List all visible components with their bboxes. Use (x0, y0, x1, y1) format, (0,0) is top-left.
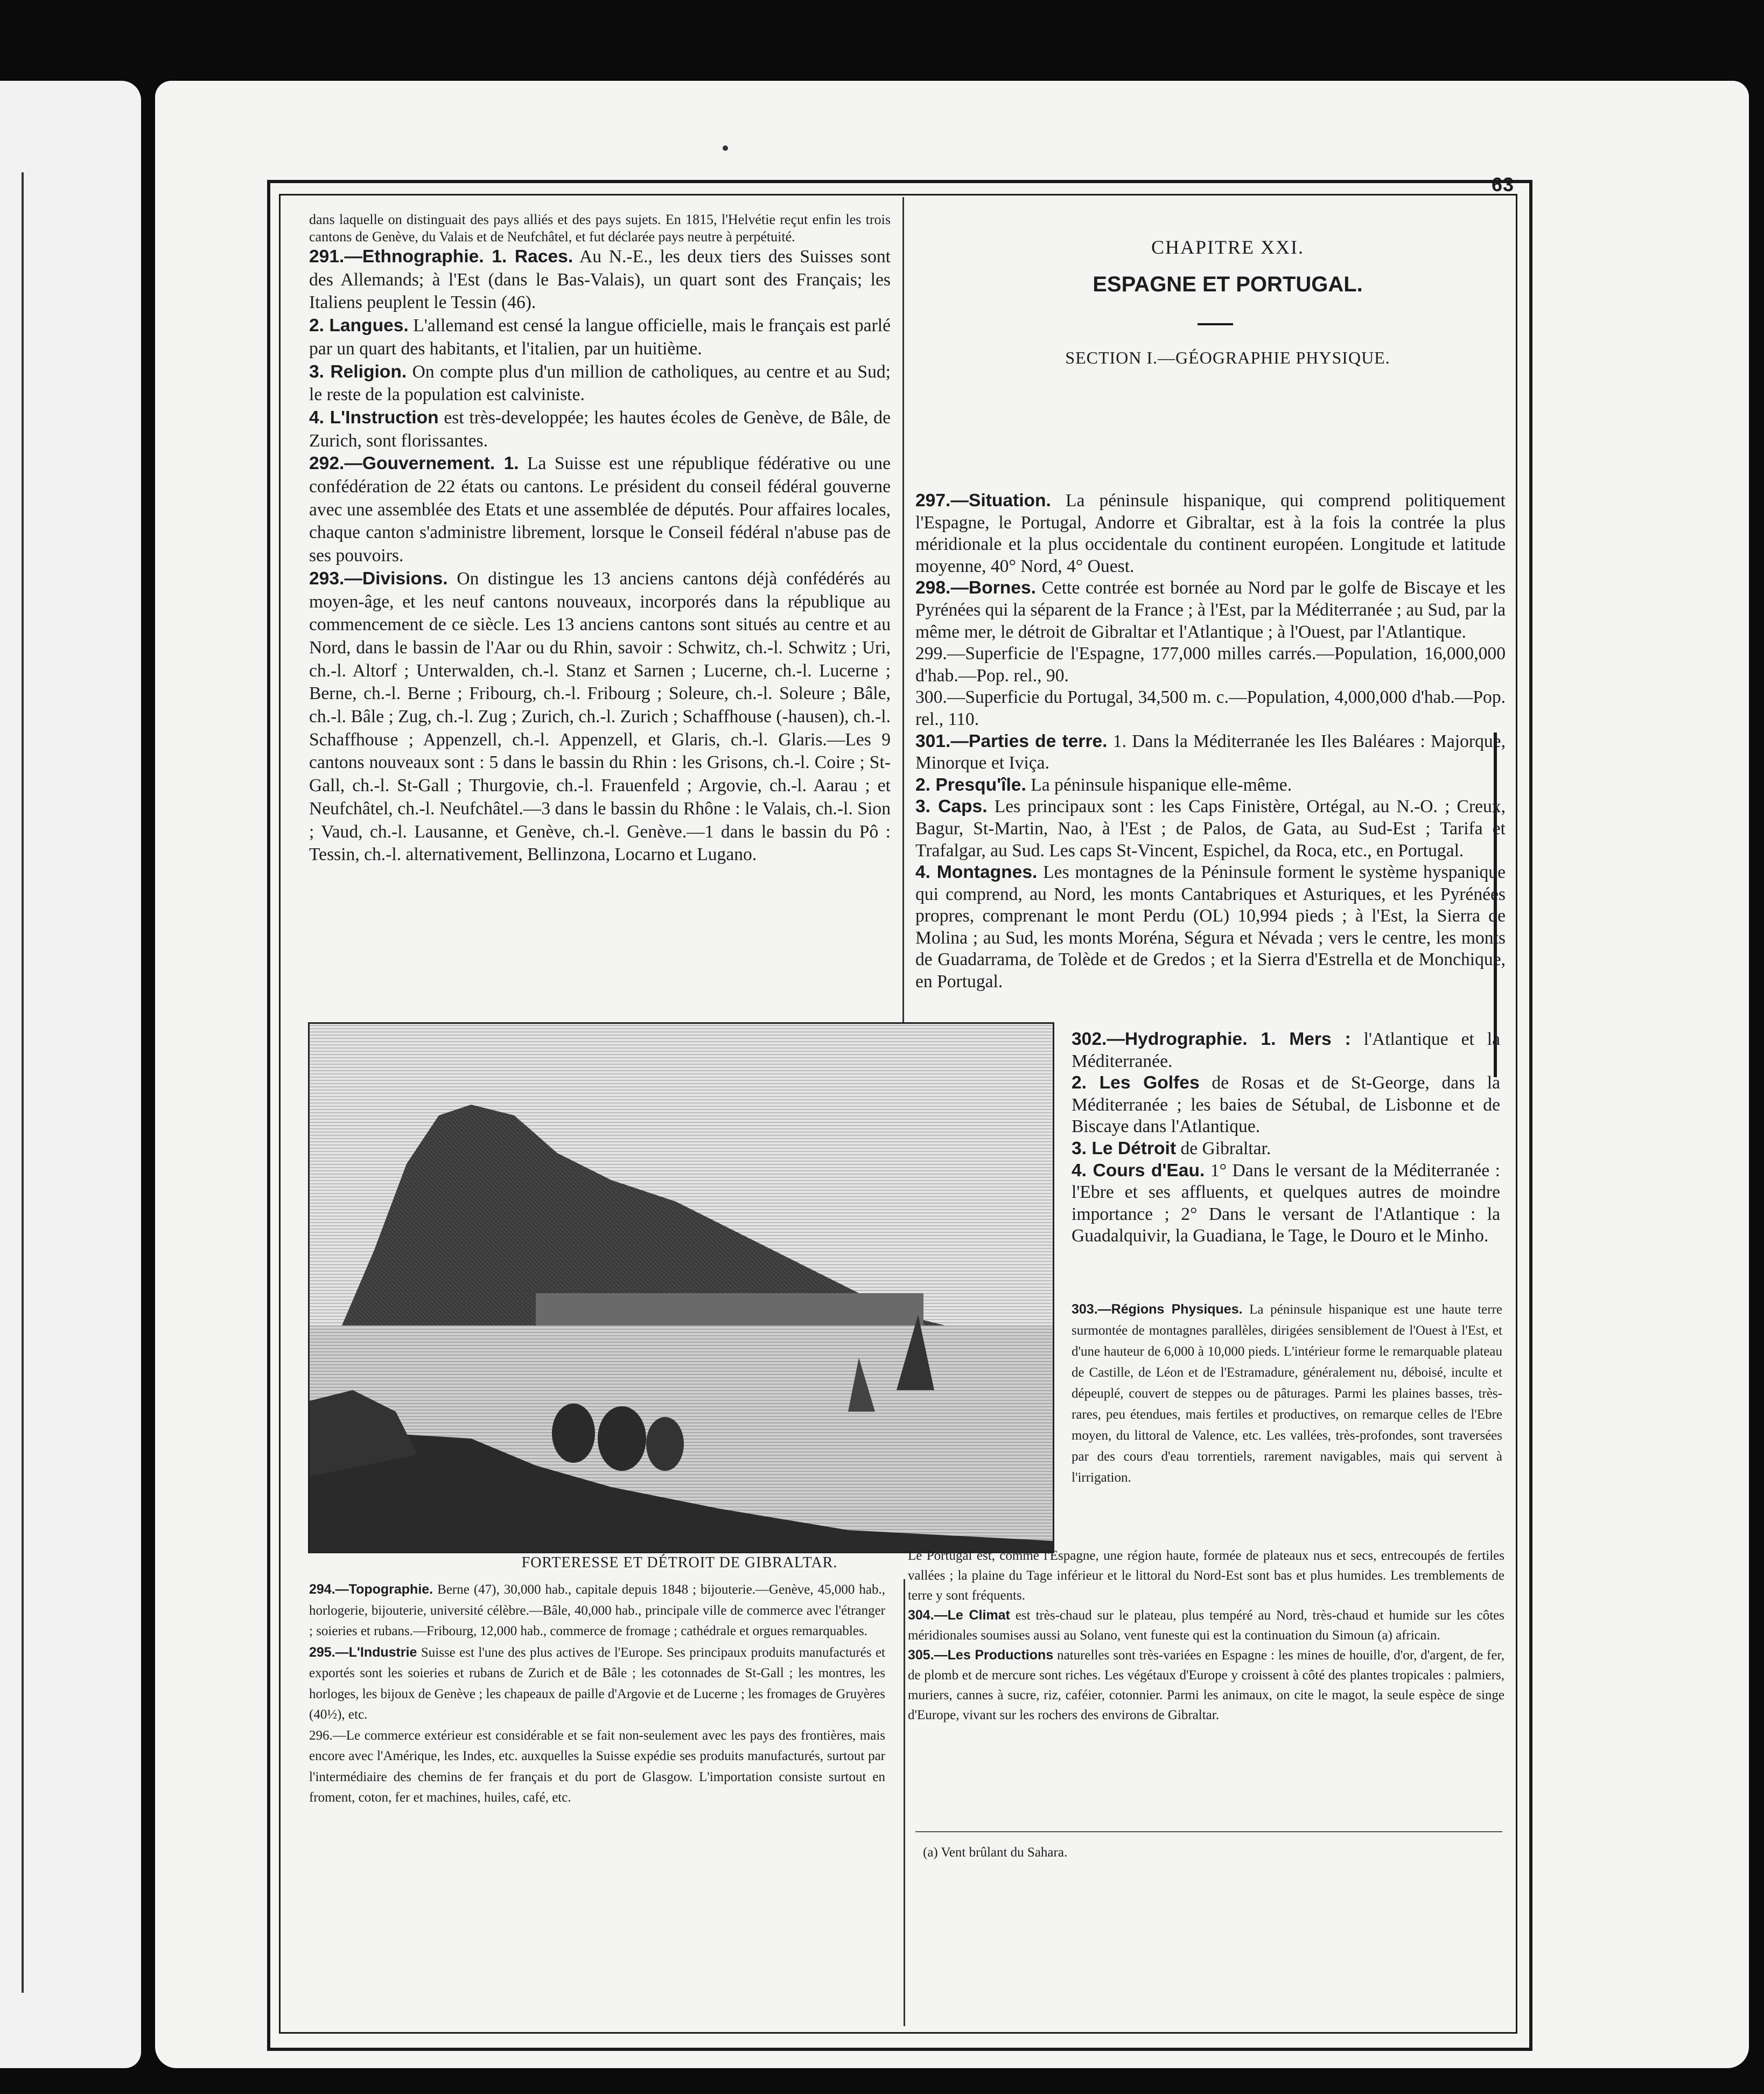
paragraph-291: 291.—Ethnographie. 1. Races. Au N.-E., les deux tiers des Suisses sont des Allemands; à l'Est (dans le Bas-Valais), un quart sont des Français; les Italiens peuplent le Tessin (46). (309, 247, 891, 313)
column-divider (902, 197, 904, 1027)
paragraph-297: 297.—Situation. La péninsule hispanique, qui comprend politiquement l'Espagne, le Portugal, Andorre et Gibraltar, est à la fois la contrée la plus méridionale et la plus occidentale du continent européen. Longitude et latitude moyenne, 40° Nord, 4° Ouest. (915, 491, 1506, 576)
footnote-rule (915, 1831, 1502, 1832)
illustration-caption: FORTERESSE ET DÉTROIT DE GIBRALTAR. (521, 1554, 838, 1571)
paragraph-299: 299.—Superficie de l'Espagne, 177,000 milles carrés.—Population, 16,000,000 d'hab.—Pop. rel., 90. (915, 644, 1506, 686)
paragraph-303: 303.—Régions Physiques. La péninsule hispanique est une haute terre surmontée de montagnes parallèles, dirigées sensiblement de l'Ouest à l'Est, et d'une hauteur de 6,000 à 10,000 pieds. L'intérieur forme le remarquable plateau de Castille, de Léon et de l'Estramadure, généralement nu, déboisé, inculte et dépeuplé, couvert de steppes ou de pâturages. Parmi les plaines basses, très-rares, peu étendues, mais fertiles et productives, on remarque celles de l'Ebre moyen, du littoral de Valence, etc. Les vallées, très-profondes, sont traversées par des cours d'eau torrentiels, rarement navigables, mais qui servent à l'irrigation. (1072, 1302, 1502, 1485)
paragraph-portugal: Le Portugal est, comme l'Espagne, une région haute, formée de plateaux nus et secs, entrecoupés de fertiles vallées ; la plaine du Tage inférieur et le littoral du Nord-Est sont bas et plus humides. Les tremblements de terre y sont fréquents. (908, 1548, 1504, 1603)
paragraph-300: 300.—Superficie du Portugal, 34,500 m. c.—Population, 4,000,000 d'hab.—Pop. rel., 110. (915, 687, 1506, 729)
chapter-rule (1198, 323, 1233, 325)
paragraph-presquile: 2. Presqu'île. La péninsule hispanique elle-même. (915, 774, 1292, 795)
intro-text: dans laquelle on distinguait des pays alliés et des pays sujets. En 1815, l'Helvétie reçut enfin les trois cantons de Genève, du Valais et de Neufchâtel, et fut déclarée pays neutre à perpétuité. (309, 212, 891, 245)
right-column (915, 490, 1506, 993)
regions-physiques (1072, 1299, 1502, 1488)
section-title: SECTION I.—GÉOGRAPHIE PHYSIQUE. (1065, 348, 1390, 367)
paragraph-cours-eau: 4. Cours d'Eau. 1° Dans le versant de la Méditerranée : l'Ebre et ses affluents, et quelques autres de moindre importance ; 2° Dans le versant de l'Atlantique : la Guadalquivir, la Guadiana, le Tage, le Douro et le Minho. (1072, 1160, 1500, 1246)
paragraph-religion: 3. Religion. On compte plus d'un million de catholiques, au centre et au Sud; le reste de la population est calviniste. (309, 361, 891, 405)
paragraph-298: 298.—Bornes. Cette contrée est bornée au Nord par le golfe de Biscaye et les Pyrénées qui la séparent de la France ; à l'Est, par la Méditerranée ; au Sud, par la même mer, le détroit de Gibraltar et l'Atlantique ; à l'Ouest, par l'Atlantique. (915, 578, 1506, 642)
right-lower-column (908, 1546, 1504, 1725)
gibraltar-engraving (308, 1022, 1054, 1553)
paragraph-301: 301.—Parties de terre. 1. Dans la Méditerranée les Iles Baléares : Majorque, Minorque et Iviça. (915, 731, 1506, 773)
paragraph-304: 304.—Le Climat est très-chaud sur le plateau, plus tempéré au Nord, très-chaud et humide sur les côtes méridionales soumises aussi au Solano, vent funeste qui est la continuation du Simoun (a) africain. (908, 1608, 1505, 1643)
paragraph-golfes: 2. Les Golfes de Rosas et de St-George, dans la Méditerranée ; les baies de Sétubal, de Lisbonne et de Biscaye dans l'Atlantique. (1072, 1073, 1501, 1137)
paragraph-293: 293.—Divisions. On distingue les 13 anciens cantons déjà confédérés au moyen-âge, et les neuf cantons nouveaux, incorporés dans la république au commencement de ce siècle. Les 13 anciens cantons sont situés au centre et au Nord, dans le bassin de l'Aar ou du Rhin, savoir : Schwitz, ch.-l. Schwitz ; Uri, ch.-l. Altorf ; Unterwalden, ch.-l. Stanz et Sarnen ; Lucerne, ch.-l. Lucerne ; Berne, ch.-l. Berne ; Fribourg, ch.-l. Fribourg ; Soleure, ch.-l. Soleure ; Bâle, ch.-l. Bâle ; Zug, ch.-l. Zug ; Zurich, ch.-l. Zurich ; Schaffhouse (-hausen), ch.-l. Schaffhouse ; Appenzell, ch.-l. Appenzell, et Glaris, ch.-l. Glaris.—Les 9 cantons nouveaux sont : 5 dans le bassin du Rhin : les Grisons, ch.-l. Coire ; St-Gall, ch.-l. St-Gall ; Thurgovie, ch.-l. Frauenfeld ; Argovie, ch.-l. Aarau ; et Neufchâtel, ch.-l. Neufchâtel.—3 dans le bassin du Rhône : le Valais, ch.-l. Sion ; Vaud, ch.-l. Lausanne, et Genève, ch.-l. Genève.—1 dans le bassin du Pô : Tessin, ch.-l. alternativement, Bellinzona, Locarno et Lugano. (309, 568, 891, 865)
page-number: 63 (1492, 173, 1515, 196)
footnote: (a) Vent brûlant du Sahara. (923, 1845, 1068, 1860)
paragraph-302: 302.—Hydrographie. 1. Mers : l'Atlantique et la Méditerranée. (1072, 1029, 1500, 1071)
paragraph-langues: 2. Langues. L'allemand est censé la langue officielle, mais le français est parlé par un quart des habitants, et l'italien, par un huitième. (309, 316, 891, 359)
paragraph-294: 294.—Topographie. Berne (47), 30,000 hab., capitale depuis 1848 ; bijouterie.—Genève, 45,000 hab., horlogerie, bijouterie, université célèbre.—Bâle, 40,000 hab., principale ville de commerce avec l'étranger ; soieries et rubans.—Fribourg, 12,000 hab., commerce de fromage ; cathédrale et orgues remarquables. (309, 1582, 885, 1638)
left-column (309, 211, 891, 867)
paragraph-292: 292.—Gouvernement. 1. La Suisse est une république fédérative ou une confédération de 22 états ou cantons. Le président du conseil fédéral gouverne avec une assemblée des Etats et une assemblée de députés. Pour affaires locales, chaque canton s'administre librement, lorsque le Conseil fédéral n'abuse pas de ses pouvoirs. (309, 453, 891, 566)
paragraph-instruction: 4. L'Instruction est très-developpée; les hautes écoles de Genève, de Bâle, de Zurich, sont florissantes. (309, 407, 891, 451)
narrow-column (1072, 1029, 1500, 1247)
previous-page-edge (0, 81, 141, 2068)
column-divider-lower (904, 1579, 905, 2026)
chapter-title: ESPAGNE ET PORTUGAL. (1093, 273, 1363, 296)
paragraph-caps: 3. Caps. Les principaux sont : les Caps Finistère, Ortégal, au N.-O. ; Creux, Bagur, St-Martin, Nao, à l'Est ; de Palos, de Gata, au Sud-Est ; Tarifa et Trafalgar, au Sud. Les caps St-Vincent, Espichel, da Roca, etc., en Portugal. (915, 797, 1506, 861)
paragraph-montagnes: 4. Montagnes. Les montagnes de la Péninsule forment le système hyspanique qui comprend, au Nord, les monts Cantabriques et Asturiques, et les Pyrénées propres, comprenant le mont Perdu (OL) 10,994 pieds ; à l'Est, la Sierra de Molina ; au Sud, les monts Moréna, Ségura et Névada ; vers le centre, les monts de Guadarrama, de Tolède et de Gredos ; et la Sierra d'Estrella et de Monchique, en Portugal. (915, 862, 1506, 992)
ink-dot (723, 145, 728, 151)
paragraph-detroit: 3. Le Détroit de Gibraltar. (1072, 1138, 1271, 1158)
chapter-label: CHAPITRE XXI. (1151, 236, 1304, 258)
left-lower-column (309, 1579, 885, 1809)
paragraph-296: 296.—Le commerce extérieur est considérable et se fait non-seulement avec les pays des frontières, mais encore avec l'Amérique, les Indes, etc. auxquelles la Suisse expédie ses produits manufacturés, surtout par l'intermédiaire des chemins de fer français et du port de Glasgow. L'importation consiste surtout en froment, coton, fer et machines, huiles, café, etc. (309, 1728, 885, 1805)
paragraph-305: 305.—Les Productions naturelles sont très-variées en Espagne : les mines de houille, d'or, d'argent, de fer, de plomb et de mercure sont riches. Les végétaux d'Europe y croissent à côté des plantes tropicales : palmiers, muriers, cannes à sucre, riz, caféier, cotonnier. Parmi les animaux, on cite le magot, la seule espèce de singe d'Europe, vivant sur les rochers des environs de Gibraltar. (908, 1648, 1504, 1722)
paragraph-295: 295.—L'Industrie Suisse est l'une des plus actives de l'Europe. Ses principaux produits manufacturés et exportés sont les soieries et rubans de Zurich et de Bâle ; les cotonnades de St-Gall ; les montres, les horloges, les bijoux de Genève ; les chapeaux de paille d'Argovie et de Lucerne ; les fromages de Gruyères (40½), etc. (309, 1644, 886, 1722)
